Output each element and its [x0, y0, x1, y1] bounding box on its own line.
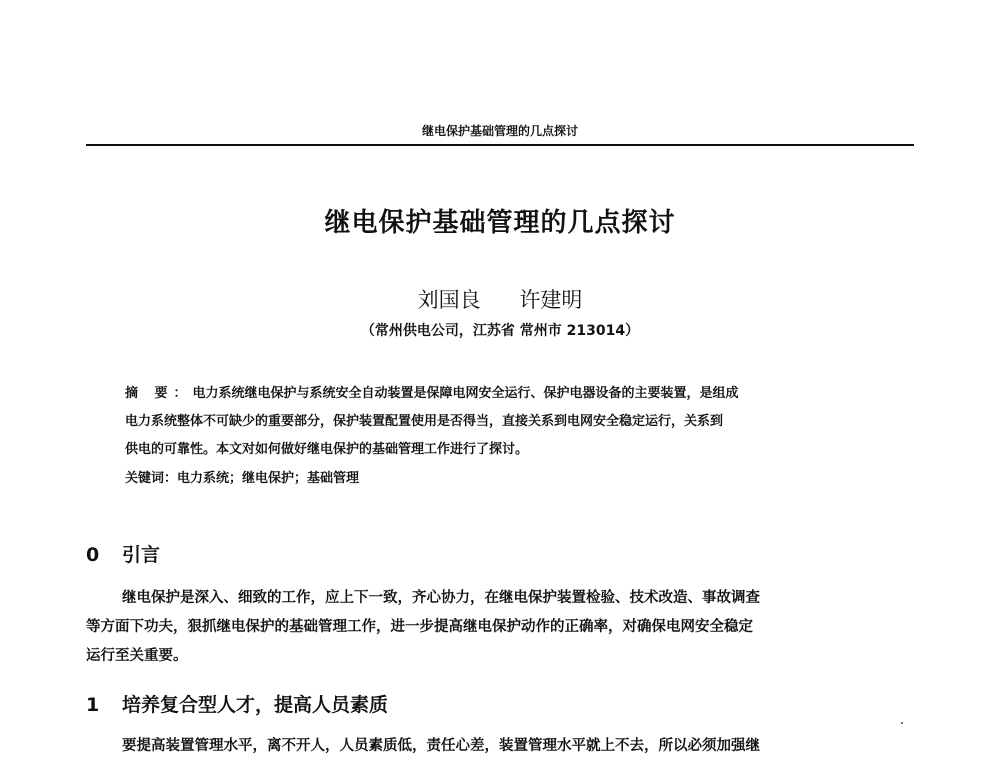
paragraph-line: 继电保护是深入、细致的工作，应上下一致，齐心协力，在继电保护装置检验、技术改造、事故调查 — [122, 590, 760, 606]
abstract-line: 摘 要：电力系统继电保护与系统安全自动装置是保障电网安全运行、保护电器设备的主要装置，是组成 — [125, 386, 739, 401]
abstract — [125, 380, 885, 464]
author-list — [0, 284, 1000, 314]
section-title: 引言 — [122, 544, 161, 566]
keywords-label: 关键词： — [125, 471, 178, 486]
paragraph-line: 等方面下功夫，狠抓继电保护的基础管理工作，进一步提高继电保护动作的正确率，对确保电网安全稳定 — [86, 619, 753, 635]
running-header: 继电保护基础管理的几点探讨 — [421, 124, 578, 138]
author-name: 许建明 — [519, 288, 583, 312]
header-rule — [86, 144, 914, 146]
paragraph-intro — [86, 584, 914, 671]
paragraph-line: 要提高装置管理水平，离不开人，人员素质低，责任心差，装置管理水平就上不去，所以必须加强继 — [122, 738, 760, 754]
section-heading-intro — [86, 540, 160, 567]
scan-speck — [901, 722, 903, 724]
section-title: 培养复合型人才，提高人员素质 — [122, 694, 389, 716]
section-heading-talent — [86, 690, 388, 717]
author-name: 刘国良 — [417, 288, 481, 312]
paragraph-talent — [86, 732, 914, 761]
section-number: 0 — [86, 544, 100, 566]
abstract-line: 供电的可靠性。本文对如何做好继电保护的基础管理工作进行了探讨。 — [125, 442, 529, 457]
author-affiliation: （常州供电公司，江苏省 常州市 213014） — [360, 323, 640, 339]
paper-title: 继电保护基础管理的几点探讨 — [324, 208, 676, 238]
abstract-label: 摘 要： — [125, 386, 193, 401]
paragraph-line: 运行至关重要。 — [86, 648, 188, 664]
section-number: 1 — [86, 694, 100, 716]
keywords-text: 电力系统；继电保护；基础管理 — [177, 471, 360, 486]
keywords — [125, 468, 885, 490]
abstract-line: 电力系统整体不可缺少的重要部分，保护装置配置使用是否得当，直接关系到电网安全稳定运行，关系到 — [125, 414, 724, 429]
